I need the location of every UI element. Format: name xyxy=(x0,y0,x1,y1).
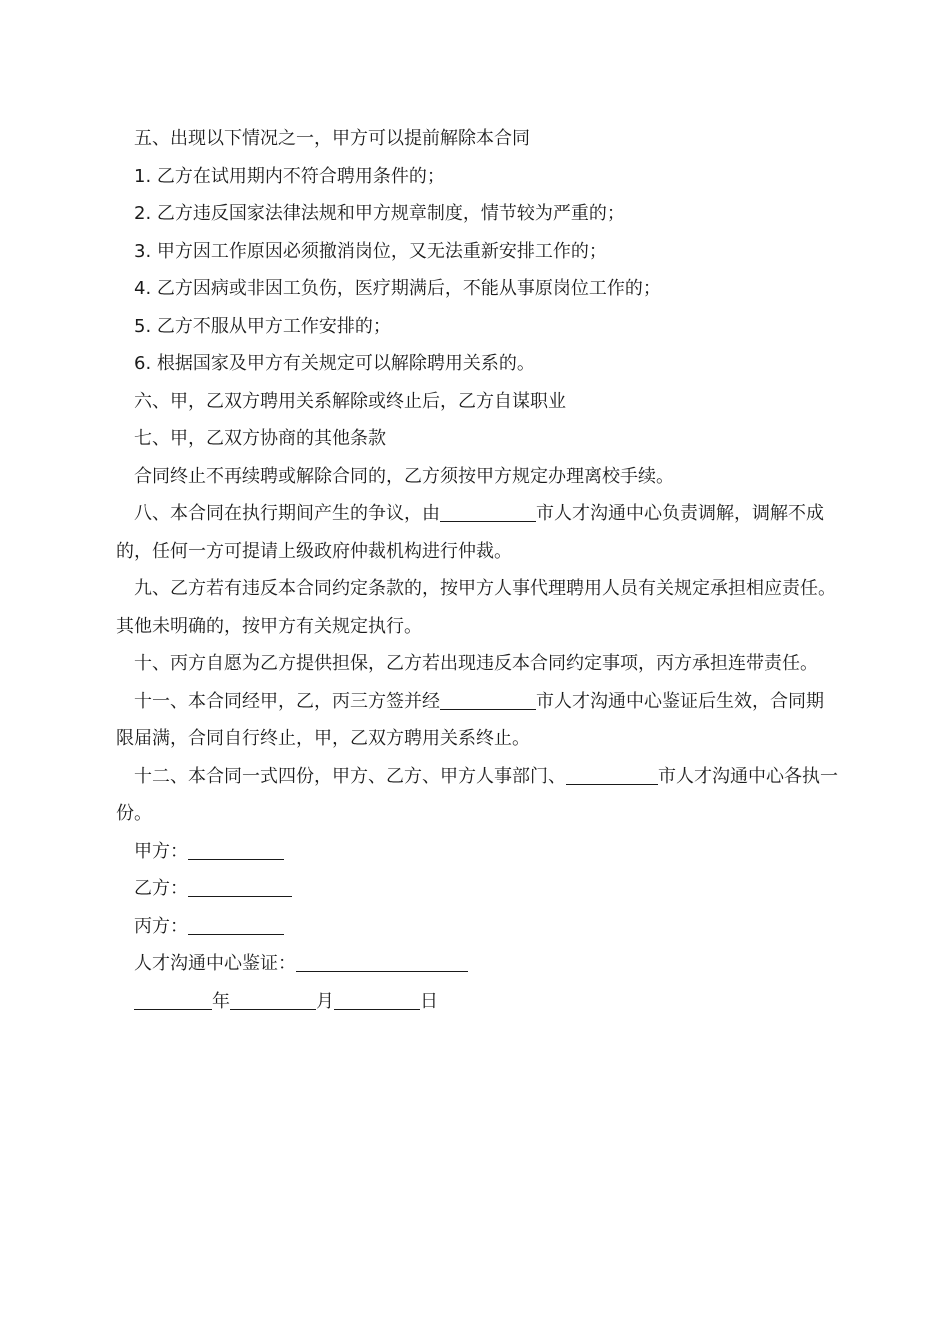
section-5-item-6: 6. 根据国家及甲方有关规定可以解除聘用关系的。 xyxy=(134,353,535,374)
section-5-item-4: 4. 乙方因病或非因工负伤，医疗期满后，不能从事原岗位工作的； xyxy=(134,278,661,299)
section-7-body: 合同终止不再续聘或解除合同的，乙方须按甲方规定办理离校手续。 xyxy=(134,465,674,487)
contract-body xyxy=(116,120,838,1020)
section-5-item-3: 3. 甲方因工作原因必须撤消岗位，又无法重新安排工作的； xyxy=(134,240,607,262)
section-5-item-2: 2. 乙方违反国家法律法规和甲方规章制度，情节较为严重的； xyxy=(134,203,625,224)
city-blank xyxy=(440,503,536,522)
section-8-text-before: 八、本合同在执行期间产生的争议，由 xyxy=(134,503,440,524)
city-blank xyxy=(440,691,536,710)
section-10: 十、丙方自愿为乙方提供担保，乙方若出现违反本合同约定事项，丙方承担连带责任。 xyxy=(134,653,818,674)
day-blank xyxy=(334,991,420,1010)
section-9: 九、乙方若有违反本合同约定条款的，按甲方人事代理聘用人员有关规定承担相应责任。其他未明确的，按甲方有关规定执行。 xyxy=(116,578,836,637)
section-5-item-1: 1. 乙方在试用期内不符合聘用条件的； xyxy=(134,165,445,187)
center-signature-line xyxy=(296,953,468,972)
signature-center xyxy=(116,945,838,983)
signature-party-a xyxy=(116,833,838,871)
section-8 xyxy=(116,495,838,570)
party-b-signature-line xyxy=(188,878,292,897)
section-6: 六、甲，乙双方聘用关系解除或终止后，乙方自谋职业 xyxy=(134,390,566,412)
party-a-signature-line xyxy=(188,841,284,860)
center-label: 人才沟通中心鉴证： xyxy=(134,953,296,974)
section-11 xyxy=(116,683,838,758)
year-blank xyxy=(134,991,212,1010)
month-label: 月 xyxy=(316,990,334,1012)
section-7-heading: 七、甲，乙双方协商的其他条款 xyxy=(134,428,386,449)
year-label: 年 xyxy=(212,990,230,1012)
party-b-label: 乙方： xyxy=(134,878,188,899)
party-a-label: 甲方： xyxy=(134,840,188,862)
city-blank xyxy=(566,766,658,785)
signature-party-c xyxy=(116,908,838,946)
month-blank xyxy=(230,991,316,1010)
party-c-signature-line xyxy=(188,916,284,935)
day-label: 日 xyxy=(420,990,438,1012)
section-8-text-after: 市人才沟通中心负责调解，调解不成的，任何一方可提请上级政府仲裁机构进行仲裁。 xyxy=(116,503,824,562)
section-12-text-after: 市人才沟通中心各执一份。 xyxy=(116,765,838,824)
section-12-text-before: 十二、本合同一式四份，甲方、乙方、甲方人事部门、 xyxy=(134,765,566,787)
signature-date xyxy=(116,983,838,1021)
section-11-text-after: 市人才沟通中心鉴证后生效，合同期限届满，合同自行终止，甲，乙双方聘用关系终止。 xyxy=(116,690,824,749)
section-5-item-5: 5. 乙方不服从甲方工作安排的； xyxy=(134,315,391,337)
signature-party-b xyxy=(116,870,838,908)
section-12 xyxy=(116,758,838,833)
party-c-label: 丙方： xyxy=(134,915,188,937)
section-5-heading: 五、出现以下情况之一，甲方可以提前解除本合同 xyxy=(134,128,530,149)
section-11-text-before: 十一、本合同经甲，乙，丙三方签并经 xyxy=(134,690,440,712)
